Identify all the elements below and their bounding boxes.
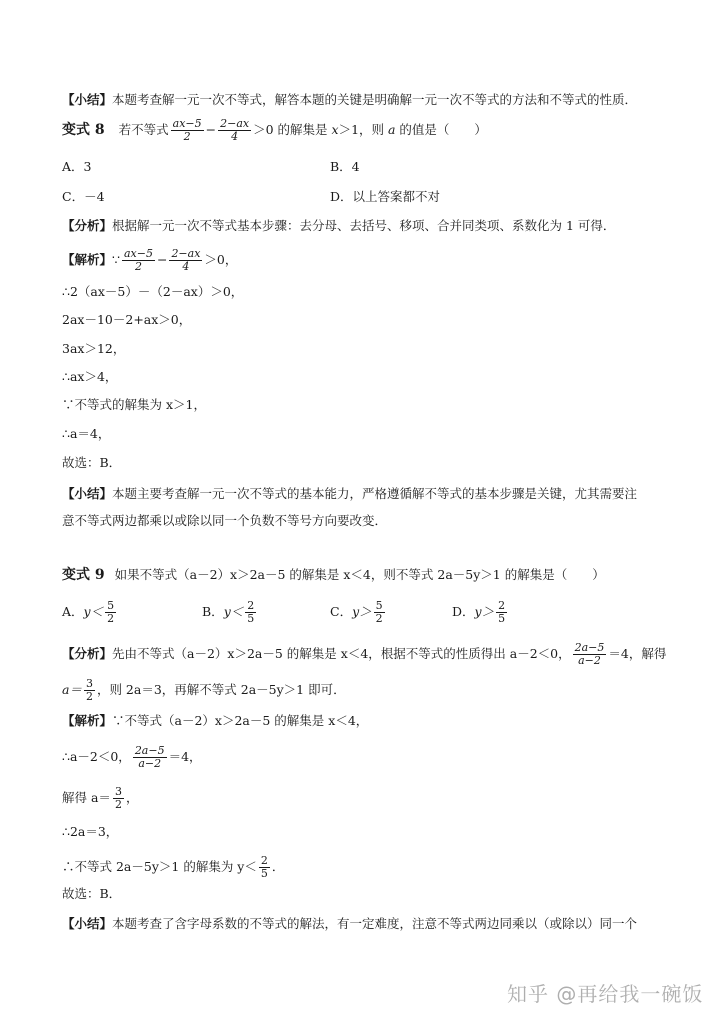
- fraction: $\frac{2}{5}$: [247, 599, 255, 625]
- fraction: $\frac{5}{2}$: [375, 599, 383, 625]
- question-8: [62, 118, 487, 143]
- fraction: $\frac{3}{2}$: [85, 677, 93, 703]
- question-text: 如果不等式（a－2）x＞2a－5 的解集是 x＜4，则不等式 2a－5y＞1 的解集是（ ）: [114, 567, 605, 582]
- summary-paragraph: [62, 485, 637, 503]
- option-a: A．3: [62, 159, 92, 174]
- solution-line: 3ax＞12，: [62, 341, 126, 356]
- analysis-tag: 【分析】: [62, 646, 113, 661]
- fraction: $\frac{2a-5}{a-2}$: [574, 641, 605, 667]
- summary-continuation: 意不等式两边都乘以或除以同一个负数不等号方向要改变．: [62, 513, 388, 528]
- answer-line: 故选：B．: [62, 886, 122, 901]
- variable: a: [388, 122, 396, 137]
- analysis-text: ＝4，解得: [608, 646, 667, 661]
- analysis-text: 先由不等式（a－2）x＞2a－5 的解集是 x＜4，根据不等式的性质得出 a－2＜0，: [112, 646, 571, 661]
- question-label: 变式 8: [62, 122, 105, 138]
- solution-line: 2ax－10－2+ax＞0，: [62, 312, 192, 327]
- option-d: D．y＞ $\frac{2}{5}$: [452, 599, 506, 625]
- solution-text: ＞0，: [204, 252, 238, 267]
- analysis-paragraph: [62, 642, 666, 667]
- solution-text: ∵不等式（a－2）x＞2a－5 的解集是 x＜4，: [112, 713, 369, 728]
- option-a: A．y＜ $\frac{5}{2}$: [62, 599, 115, 625]
- question-text: 若不等式: [118, 122, 169, 137]
- analysis-tag: 【分析】: [62, 218, 113, 233]
- solution-line: [62, 712, 368, 730]
- solution-text: ∵: [112, 252, 120, 267]
- summary-text: 本题主要考查解一元一次不等式的基本能力，严格遵循解不等式的基本步骤是关键，尤其需要注: [112, 486, 638, 501]
- solution-line: ∴ax＞4，: [62, 369, 118, 384]
- analysis-paragraph: [62, 217, 615, 235]
- solution-line: 解得 a＝ $\frac{3}{2}$ ，: [62, 785, 139, 811]
- summary-tag: 【小结】: [62, 486, 113, 501]
- option-b: B．y＜ $\frac{2}{5}$: [202, 599, 255, 625]
- analysis-continuation: a＝ $\frac{3}{2}$ ，则 2a＝3，再解不等式 2a－5y＞1 即可．: [62, 677, 346, 703]
- solution-line: ∵不等式的解集为 x＞1，: [62, 397, 206, 412]
- solution-line: ∴2a＝3，: [62, 824, 119, 839]
- fraction: $\frac{2}{5}$: [498, 599, 506, 625]
- solution-line: ∴a－2＜0， $\frac{2a-5}{a-2}$ ＝4，: [62, 744, 202, 770]
- fraction: $\frac{2-ax}{4}$: [220, 117, 250, 143]
- watermark: 知乎 @再给我一碗饭: [507, 982, 704, 1006]
- analysis-text: 根据解一元一次不等式基本步骤：去分母、去括号、移项、合并同类项、系数化为 1 可得．: [112, 218, 616, 233]
- summary-tag: 【小结】: [62, 92, 113, 107]
- summary-paragraph: [62, 91, 637, 109]
- minus-sign: −: [156, 252, 168, 267]
- summary-paragraph: [62, 915, 637, 933]
- fraction: $\frac{2a-5}{a-2}$: [134, 744, 165, 770]
- question-text: ＞1，则: [338, 122, 388, 137]
- option-c: C．y＞ $\frac{5}{2}$: [330, 599, 383, 625]
- summary-tag: 【小结】: [62, 916, 113, 931]
- solution-line: ∴2（ax－5）－（2－ax）＞0，: [62, 284, 244, 299]
- solution-line: [62, 248, 237, 273]
- fraction: $\frac{3}{2}$: [114, 785, 122, 811]
- solution-tag: 【解析】: [62, 252, 113, 267]
- answer-line: 故选：B．: [62, 455, 122, 470]
- question-text: 的值是（ ）: [395, 122, 487, 137]
- summary-text: 本题考查解一元一次不等式，解答本题的关键是明确解一元一次不等式的方法和不等式的性质．: [112, 92, 638, 107]
- option-b: B．4: [330, 159, 360, 174]
- variable: x: [331, 122, 339, 137]
- option-d: D．以上答案都不对: [330, 189, 441, 204]
- solution-line: ∴a＝4，: [62, 426, 111, 441]
- question-label: 变式 9: [62, 567, 105, 583]
- solution-line: ∴不等式 2a－5y＞1 的解集为 y＜ $\frac{2}{5}$ ．: [62, 854, 285, 880]
- question-text: ＞0 的解集是: [253, 122, 332, 137]
- solution-tag: 【解析】: [62, 713, 113, 728]
- fraction: $\frac{2}{5}$: [260, 854, 268, 880]
- fraction: $\frac{5}{2}$: [107, 599, 115, 625]
- fraction: $\frac{2-ax}{4}$: [171, 247, 201, 273]
- fraction: $\frac{ax-5}{2}$: [172, 117, 202, 143]
- option-c: C．－4: [62, 189, 105, 204]
- minus-sign: −: [205, 122, 217, 137]
- fraction: $\frac{ax-5}{2}$: [123, 247, 153, 273]
- question-9: [62, 566, 605, 584]
- summary-text: 本题考查了含字母系数的不等式的解法，有一定难度，注意不等式两边同乘以（或除以）同一个: [112, 916, 638, 931]
